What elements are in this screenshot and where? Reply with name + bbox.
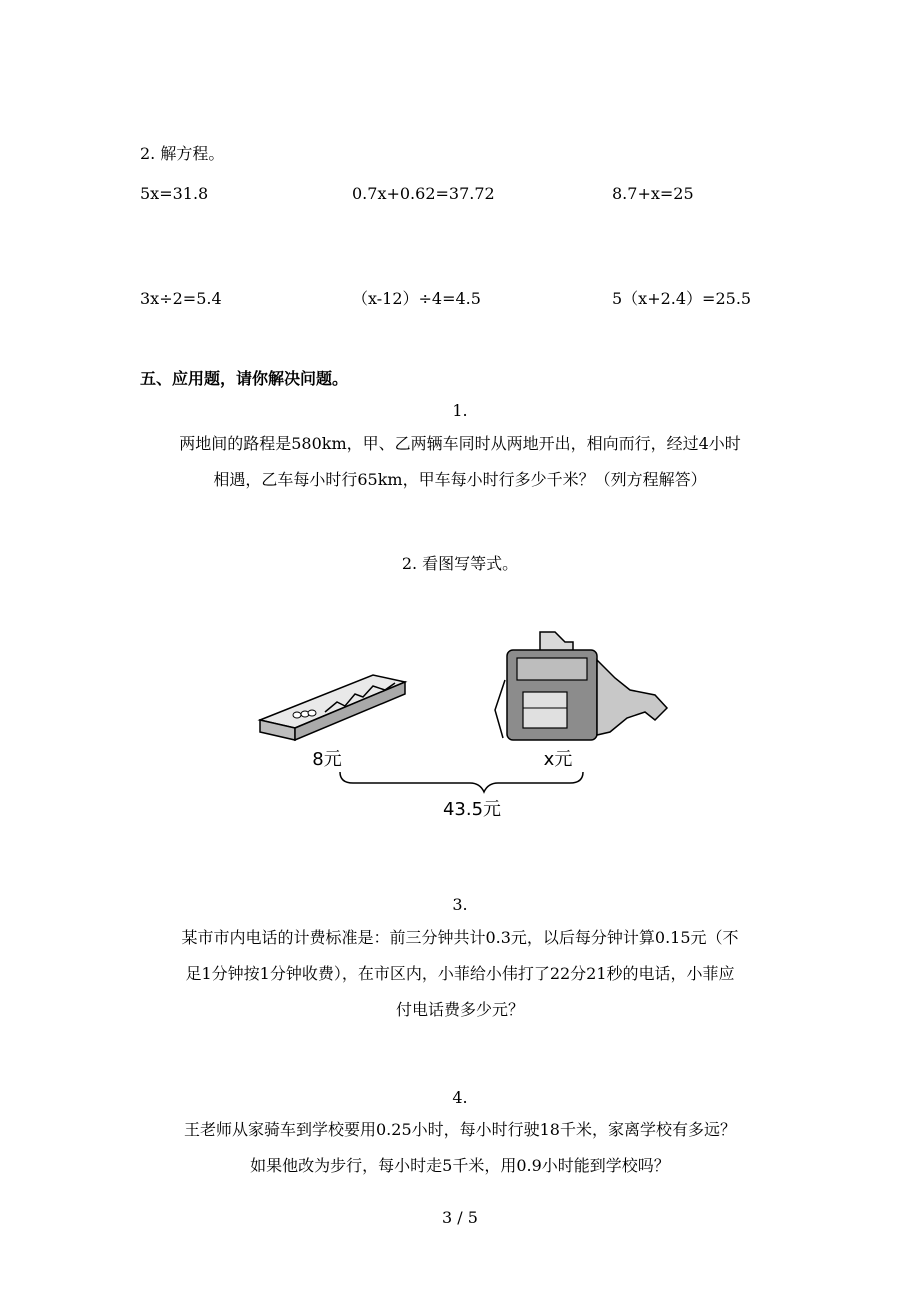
problem-1-line-1: 两地间的路程是580km，甲、乙两辆车同时从两地开出，相向而行，经过4小时 — [179, 434, 741, 453]
total-brace — [340, 772, 583, 792]
equations-heading: 2. 解方程。 — [140, 144, 225, 163]
equation-2: 0.7x+0.62=37.72 — [352, 184, 495, 203]
schoolbag-icon — [495, 632, 667, 740]
equation-3: 8.7+x=25 — [612, 184, 694, 203]
problem-3-line-2: 足1分钟按1分钟收费），在市区内，小菲给小伟打了22分21秒的电话，小菲应 — [185, 964, 735, 983]
problem-1-line-2: 相遇，乙车每小时行65km，甲车每小时行多少千米？（列方程解答） — [213, 470, 707, 489]
problem-4-number: 4. — [452, 1088, 468, 1107]
equation-6: 5（x+2.4）=25.5 — [612, 289, 752, 308]
equation-4: 3x÷2=5.4 — [140, 289, 222, 308]
problem-3-line-1: 某市市内电话的计费标准是：前三分钟共计0.3元，以后每分钟计算0.15元（不 — [181, 928, 739, 947]
problem-4-line-1: 王老师从家骑车到学校要用0.25小时，每小时行驶18千米，家离学校有多远？ — [184, 1120, 736, 1139]
pencil-box-price: 8元 — [312, 749, 342, 770]
page-number: 3 / 5 — [442, 1208, 478, 1227]
total-price: 43.5元 — [442, 799, 502, 820]
schoolbag-price: x元 — [543, 749, 573, 770]
pencil-box-icon — [260, 675, 405, 740]
problem-1-number: 1. — [452, 401, 468, 420]
problem-3-number: 3. — [452, 895, 468, 914]
problem-2-title: 2. 看图写等式。 — [401, 554, 519, 573]
problem-4-line-2: 如果他改为步行，每小时走5千米，用0.9小时能到学校吗？ — [250, 1156, 670, 1175]
problem-3-line-3: 付电话费多少元？ — [395, 1000, 524, 1019]
word-problems-heading: 五、应用题，请你解决问题。 — [140, 369, 349, 388]
equation-1: 5x=31.8 — [140, 184, 209, 203]
equation-5: （x-12）÷4=4.5 — [352, 289, 481, 308]
price-figure — [255, 620, 685, 830]
